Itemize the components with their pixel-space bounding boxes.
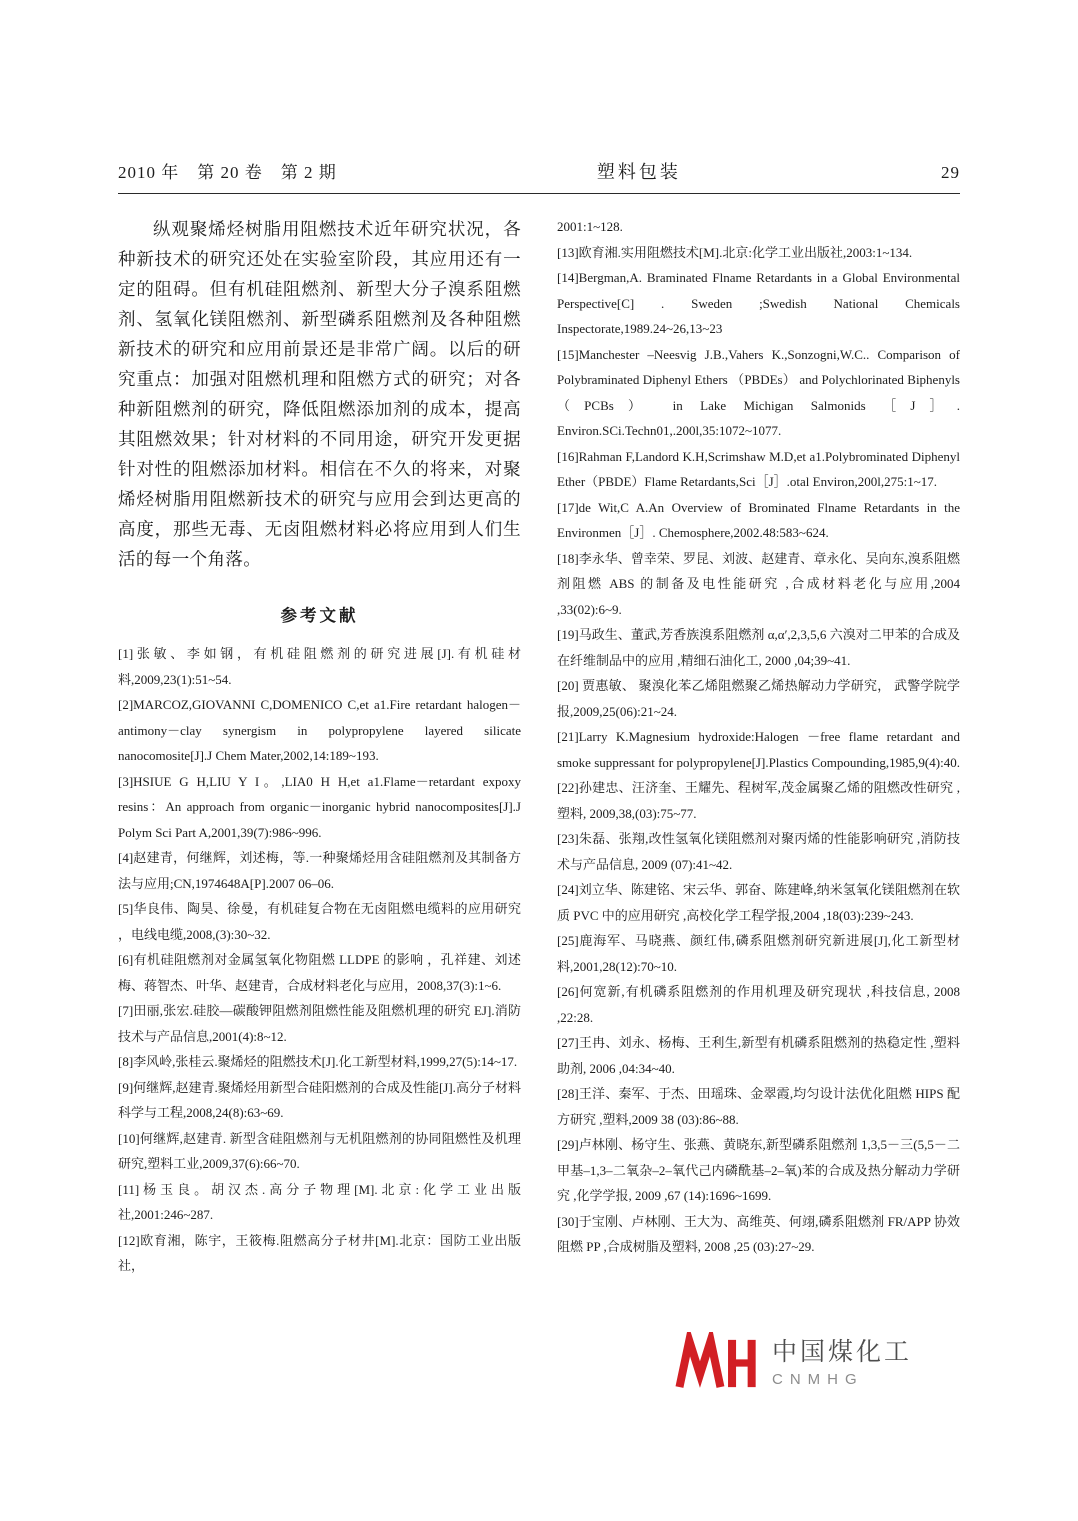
page-header xyxy=(118,158,960,184)
reference-item: [5]华良伟、陶昊、徐曼，有机硅复合物在无卤阻燃电缆料的应用研究 ，电线电缆,2008,(3):30~32. xyxy=(118,901,521,942)
header-rule xyxy=(118,193,960,194)
logo-text-block xyxy=(772,1337,912,1388)
reference-item: [22]孙建忠、汪济奎、王耀先、程树军,茂金属聚乙烯的阻燃改性研究 ,塑料, 2009,38,(03):75~77. xyxy=(557,780,960,821)
reference-item: [10]何继辉,赵建青. 新型含硅阻燃剂与无机阻燃剂的协同阻燃性及机理研究,塑料工业,2009,37(6):66~70. xyxy=(118,1130,521,1171)
reference-item: [11]杨玉良。胡汉杰.高分子物理[M].北京:化学工业出版社,2001:246~287. xyxy=(118,1181,521,1222)
reference-item: [2]MARCOZ,GIOVANNI C,DOMENICO C,et a1.Fire retardant halogen－antimony－clay synergism in polypropylene layered silicate nanocomosite[J].J Chem Mater,2002,14:189~193. xyxy=(118,697,521,763)
reference-item: [13]欧育湘.实用阻燃技术[M].北京:化学工业出版社,2003:1~134. xyxy=(557,244,913,260)
reference-item: [23]朱磊、张翔,改性氢氧化镁阻燃剂对聚丙烯的性能影响研究 ,消防技术与产品信息, 2009 (07):41~42. xyxy=(557,831,960,872)
reference-item: [14]Bergman,A. Braminated Flname Retardants in a Global Environmental Perspective[C] . Sweden ;Swedish National Chemicals Inspectorate,1989.24~26,13~23 xyxy=(557,270,960,336)
reference-item: [1]张敏、李如钢，有机硅阻燃剂的研究进展[J].有机硅材料,2009,23(1):51~54. xyxy=(118,646,521,687)
reference-item: [18]李永华、曾幸荣、罗昆、刘波、赵建青、章永化、吴向东,溴系阻燃剂阻燃 ABS 的制备及电性能研究 ,合成材料老化与应用,2004 ,33(02):6~9. xyxy=(557,550,960,617)
reference-item: [9]何继辉,赵建青.聚烯烃用新型合硅阳燃剂的合成及性能[J].高分子材料科学与工程,2008,24(8):63~69. xyxy=(118,1079,521,1120)
reference-item: 2001:1~128. xyxy=(557,219,623,234)
reference-item: [17]de Wit,C A.An Overview of Brominated Flname Retardants in the Environmen［J］. Chemosphere,2002.48:583~624. xyxy=(557,499,960,540)
reference-item: [8]李风岭,张桂云.聚烯烃的阻燃技术[J].化工新型材料,1999,27(5):14~17. xyxy=(118,1054,518,1069)
reference-item: [3]HSIUE G H,LIU Y I。,LIA0 H H,et a1.Flame－retardant expoxy resins：An approach from organic－inorganic hybrid nanocomposites[J].J Polym Sci Part A,2001,39(7):986~996. xyxy=(118,773,521,840)
left-column xyxy=(118,214,521,1394)
reference-item: [28]王洋、秦军、于杰、田瑶珠、金翠霞,均匀设计法优化阻燃 HIPS 配方研究 ,塑料,2009 38 (03):86~88. xyxy=(557,1086,960,1127)
references-list-right xyxy=(557,214,960,1260)
references-list-left xyxy=(118,641,521,1279)
reference-item: [6]有机硅阻燃剂对金属氢氧化物阻燃 LLDPE 的影响 ，孔祥建、刘述梅、蒋智杰、叶华、赵建青，合成材料老化与应用，2008,37(3):1~6. xyxy=(118,952,521,993)
reference-item: [15]Manchester –Neesvig J.B.,Vahers K.,Sonzogni,W.C.. Comparison of Polybraminated Diphenyl Ethers （PBDEs） and Polychlorinated Biphenyls （PCBs） in Lake Michigan Salmonids ［J］. Environ.SCi.Techn01,.200l,35:1072~1077. xyxy=(557,346,960,438)
logo-text: 中国煤化工 xyxy=(772,1338,913,1366)
reference-item: [7]田丽,张宏.硅胶—碳酸钾阻燃剂阻燃性能及阻燃机理的研究 EJ].消防技术与产品信息,2001(4):8~12. xyxy=(118,1003,521,1044)
reference-item: [26]何宽新,有机磷系阻燃剂的作用机理及研究现状 ,科技信息, 2008 ,22:28. xyxy=(557,984,960,1025)
right-column xyxy=(557,214,960,1394)
cnmhg-logo-icon xyxy=(675,1332,757,1394)
reference-item: [12]欧育湘，陈宇，王筱梅.阻燃高分子材井[M].北京：国防工业出版社， xyxy=(118,1232,521,1273)
two-column-body xyxy=(118,214,960,1394)
reference-item: [25]鹿海军、马晓燕、颜红伟,磷系阻燃剂研究新进展[J],化工新型材料,2001,28(12):70~10. xyxy=(557,933,960,974)
reference-item: [21]Larry K.Magnesium hydroxide:Halogen －free flame retardant and smoke suppressant for polypropylene[J].Plastics Compounding,1985,9(4):40. xyxy=(557,729,960,770)
conclusion-paragraph: 纵观聚烯烃树脂用阻燃技术近年研究状况，各种新技术的研究还处在实验室阶段，其应用还有一定的阻碍。但有机硅阻燃剂、新型大分子溴系阻燃剂、氢氧化镁阻燃剂、新型磷系阻燃剂及各种阻燃新技术的研究和应用前景还是非常广阔。以后的研究重点：加强对阻燃机理和阻燃方式的研究；对各种新阻燃剂的研究，降低阻燃添加剂的成本，提高其阻燃效果；针对材料的不同用途，研究开发更据针对性的阻燃添加材料。相信在不久的将来，对聚烯烃树脂用阻燃新技术的研究与应用会到达更高的高度，那些无毒、无卤阻燃材料必将应用到人们生活的每一个角落。 xyxy=(118,219,521,569)
references-heading: 参考文献 xyxy=(280,606,359,625)
reference-item: [29]卢林刚、杨守生、张燕、黄晓东,新型磷系阻燃剂 1,3,5－三(5,5－二甲基–1,3–二氧杂–2–氧代己内磷酰基–2–氧)苯的合成及热分解动力学研究 ,化学学报, 2009 ,67 (14):1696~1699. xyxy=(557,1137,960,1203)
reference-item: [27]王冉、刘永、杨梅、王利生,新型有机磷系阻燃剂的热稳定性 ,塑料助剂, 2006 ,04:34~40. xyxy=(557,1035,960,1076)
issue-info: 2010 年 第 20 卷 第 2 期 xyxy=(118,163,337,182)
publisher-logo xyxy=(675,1332,960,1394)
reference-item: [20] 贾惠敏、 聚溴化苯乙烯阻燃聚乙烯热解动力学研究， 武警学院学报,2009,25(06):21~24. xyxy=(557,678,960,719)
page-number: 29 xyxy=(941,163,960,182)
reference-item: [16]Rahman F,Landord K.H,Scrimshaw M.D,et a1.Polybrominated Diphenyl Ether（PBDE）Flame Retardants,Sci［J］.otal Environ,200l,275:1~17. xyxy=(557,448,960,489)
logo-subtext: CNMHG xyxy=(772,1371,864,1388)
reference-item: [4]赵建青，何继辉，刘述梅，等.一种聚烯烃用含硅阻燃剂及其制备方法与应用;CN,1974648A[P].2007 06–06. xyxy=(118,850,521,891)
reference-item: [24]刘立华、陈建铭、宋云华、郭奋、陈建峰,纳米氢氧化镁阻燃剂在软质 PVC 中的应用研究 ,高校化学工程学报,2004 ,18(03):239~243. xyxy=(557,882,960,923)
reference-item: [30]于宝刚、卢林刚、王大为、高维英、何翊,磷系阻燃剂 FR/APP 协效阻燃 PP ,合成树脂及塑料, 2008 ,25 (03):27~29. xyxy=(557,1213,960,1254)
reference-item: [19]马政生、董武,芳香族溴系阻燃剂 α,α′,2,3,5,6 六溴对二甲苯的合成及在纤维制品中的应用 ,精细石油化工, 2000 ,04;39~41. xyxy=(557,627,960,668)
journal-title: 塑料包装 xyxy=(596,162,681,182)
